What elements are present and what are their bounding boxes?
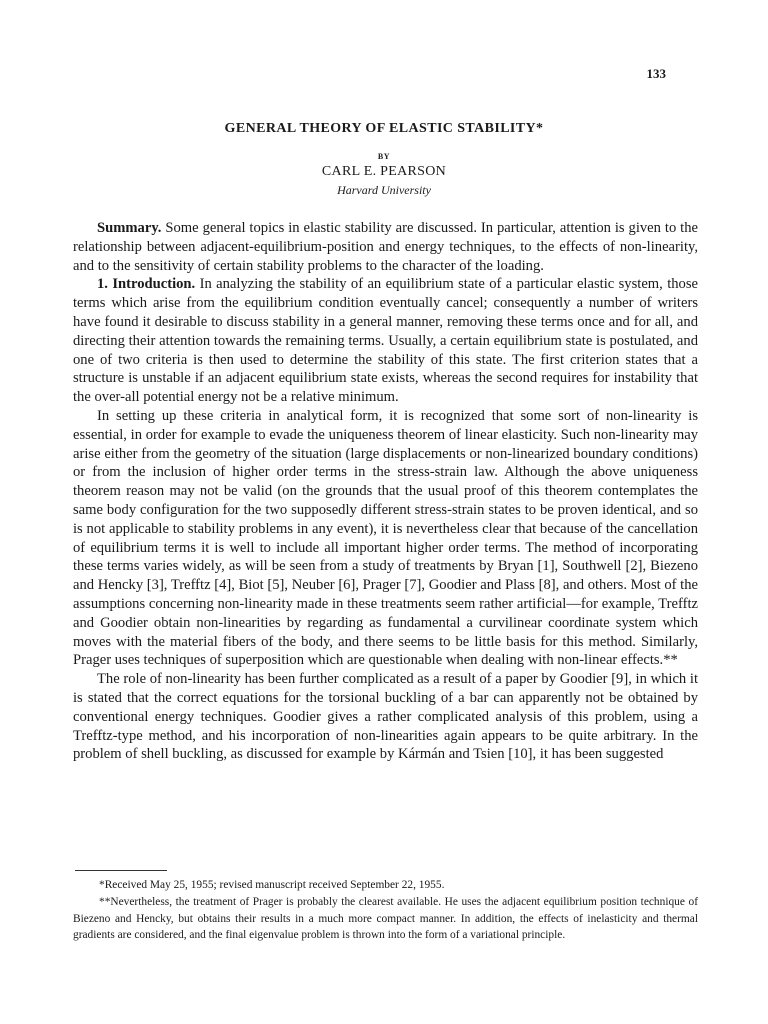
summary-text: Some general topics in elastic stability are discussed. In particular, attention is given to the relationship between adjacent-equilibrium-position and energy techniques, to the effects of non-linearity, and to the sensitivity of certain stability problems to the character of the loading. (73, 220, 698, 274)
summary-paragraph (73, 219, 698, 275)
footnote-divider (75, 870, 167, 871)
byline-label: BY (377, 152, 391, 161)
body-paragraph: The role of non-linearity has been further complicated as a result of a paper by Goodier [9], in which it is stated that the correct equations for the torsional buckling of a bar can apparently not be obtained by conventional energy techniques. Goodier gives a rather complicated analysis of this problem, using a Trefftz-type method, and his incorporation of non-linearities again appears to be quite arbitrary. In the problem of shell buckling, as discussed for example by Kármán and Tsien [10], it has been suggested (73, 671, 698, 763)
author-name: CARL E. PEARSON (321, 164, 447, 179)
introduction-heading: 1. Introduction. (97, 276, 196, 293)
footnote-received: *Received May 25, 1955; revised manuscript received September 22, 1955. (99, 879, 445, 891)
introduction-paragraph (73, 275, 698, 407)
author-affiliation: Harvard University (337, 183, 431, 197)
footnotes (73, 877, 698, 944)
summary-heading: Summary. (97, 220, 162, 236)
article-title: GENERAL THEORY OF ELASTIC STABILITY* (224, 121, 544, 136)
footnote-prager: **Nevertheless, the treatment of Prager is probably the clearest available. He uses the adjacent equilibrium position technique of Biezeno and Hencky, but obtains their results in a much more compact manner. In addition, the effects of inelasticity and thermal gradients are considered, and the final eigenvalue problem is thrown into the form of a variational principle. (73, 895, 698, 942)
body-paragraph: In setting up these criteria in analytical form, it is recognized that some sort of non-linearity is essential, in order for example to evade the uniqueness theorem of linear elasticity. Such non-linearity may arise either from the geometry of the situation (large displacements or non-linearized boundary conditions) or from the inclusion of higher order terms in the stress-strain law. Although the above uniqueness theorem reason may not be valid (on the grounds that the usual proof of this theorem contemplates the same body configuration for the two supposedly different stress-strain states to be proven identical, and so is not applicable to stability problems in any event), it is nevertheless clear that because of the cancellation of equilibrium terms it is well to include all important higher order terms. The method of incorporating these terms varies widely, as will be seen from a study of treatments by Bryan [1], Southwell [2], Biezeno and Hencky [3], Trefftz [4], Biot [5], Neuber [6], Prager [7], Goodier and Plass [8], and others. Most of the assumptions concerning non-linearity made in these treatments seem rather artificial—for example, Trefftz and Goodier obtain non-linearities by regarding as fundamental a curvilinear coordinate system which moves with the material fibers of the body, and there seems to be little basis for this method. Similarly, Prager uses techniques of superposition which are questionable when dealing with non-linear effects.** (73, 407, 698, 669)
body-text (73, 219, 698, 764)
introduction-text: In analyzing the stability of an equilibrium state of a particular elastic system, those terms which arise from the equilibrium condition eventually cancel; consequently a number of writers have found it desirable to discuss stability in a general manner, removing these terms once and for all, and directing their attention towards the remaining terms. Usually, a certain equilibrium state is postulated, and one of two criteria is then used to determine the stability of this state. The first criterion states that a structure is unstable if an adjacent equilibrium state exists, whereas the second requires for instability that the over-all potential energy not be a relative minimum. (73, 276, 698, 406)
page-number: 133 (646, 66, 666, 81)
